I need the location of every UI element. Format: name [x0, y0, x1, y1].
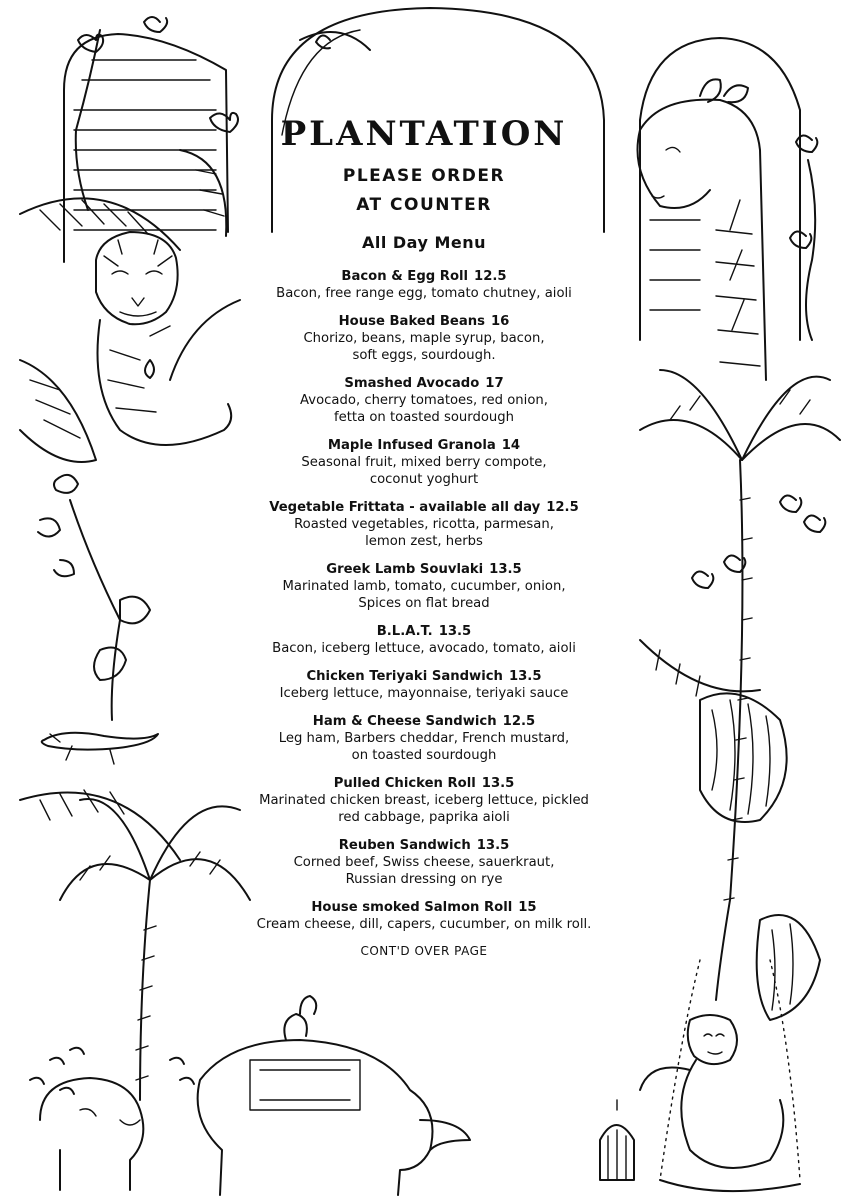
menu-item-price: 13.5 [438, 624, 472, 639]
menu-item-description: Roasted vegetables, ricotta, parmesan, lemon zest, herbs [294, 517, 554, 549]
menu-item [218, 775, 630, 826]
menu-item-name: Smashed Avocado [344, 376, 480, 391]
menu-item [218, 837, 630, 888]
menu-item-title [218, 437, 630, 454]
menu-item-title [218, 268, 630, 285]
menu-item-description: Marinated lamb, tomato, cucumber, onion, Spices on flat bread [282, 579, 566, 611]
menu-item [218, 375, 630, 426]
lizard [42, 733, 158, 764]
menu-item-title [218, 837, 630, 854]
banana-leaves-left [20, 150, 240, 462]
menu-item-title [218, 499, 630, 516]
flowers-left [38, 475, 150, 720]
heart-vine-right [692, 135, 825, 588]
menu-item-description: Corned beef, Swiss cheese, sauerkraut, Russian dressing on rye [293, 855, 555, 887]
menu-content [218, 110, 630, 958]
banana-bunch [700, 693, 820, 1020]
menu-item-name: B.L.A.T. [376, 624, 433, 639]
menu-item [218, 899, 630, 933]
menu-item-name: Ham & Cheese Sandwich [312, 714, 497, 729]
menu-item-name: House smoked Salmon Roll [311, 900, 513, 915]
menu-subtitle: All Day Menu [361, 233, 487, 252]
menu-item-name: House Baked Beans [338, 314, 485, 329]
menu-item-description: Cream cheese, dill, capers, cucumber, on milk roll. [256, 917, 592, 932]
menu-item-name: Vegetable Frittata - available all day [269, 500, 541, 515]
menu-item-title [218, 899, 630, 916]
menu-item-price: 16 [490, 314, 510, 329]
palm-tree-left [20, 790, 250, 1100]
menu-item-name: Bacon & Egg Roll [341, 269, 469, 284]
menu-item [218, 268, 630, 302]
menu-item-price: 13.5 [508, 669, 542, 684]
menu-item-title [218, 375, 630, 392]
menu-item [218, 561, 630, 612]
menu-item-name: Chicken Teriyaki Sandwich [306, 669, 503, 684]
menu-item-description: Marinated chicken breast, iceberg lettuce, pickled red cabbage, paprika aioli [259, 793, 589, 825]
menu-item-title [218, 623, 630, 640]
order-at-counter-notice: PLEASE ORDER AT COUNTER [342, 166, 506, 215]
menu-item-description: Chorizo, beans, maple syrup, bacon, soft eggs, sourdough. [303, 331, 545, 363]
palm-tree-right [640, 370, 840, 1000]
menu-item-description: Bacon, free range egg, tomato chutney, aioli [276, 286, 572, 301]
continued-over-page-note: CONT'D OVER PAGE [360, 944, 488, 958]
elephant-with-rider [198, 996, 470, 1195]
menu-item [218, 668, 630, 702]
menu-item-price: 13.5 [489, 562, 522, 577]
menu-item-price: 17 [485, 376, 504, 391]
menu-item-title [218, 313, 630, 330]
birdcage [600, 1100, 634, 1180]
menu-item [218, 713, 630, 764]
swing-chain [660, 960, 800, 1180]
menu-item-title [218, 561, 630, 578]
monkey [640, 1015, 800, 1191]
baby-elephant [40, 1078, 143, 1190]
menu-item-price: 12.5 [502, 714, 536, 729]
menu-item-name: Pulled Chicken Roll [333, 776, 476, 791]
menu-item-name: Reuben Sandwich [338, 838, 471, 853]
menu-item-list [218, 268, 630, 933]
menu-item-description: Bacon, iceberg lettuce, avocado, tomato, aioli [272, 641, 576, 656]
menu-item-description: Leg ham, Barbers cheddar, French mustard, on toasted sourdough [278, 731, 570, 763]
menu-item [218, 437, 630, 488]
menu-item-description: Seasonal fruit, mixed berry compote, coconut yoghurt [301, 455, 547, 487]
menu-item-price: 13.5 [481, 776, 515, 791]
giraffe [638, 79, 767, 380]
menu-item-price: 13.5 [476, 838, 510, 853]
menu-item-price: 12.5 [474, 269, 507, 284]
menu-item-title [218, 775, 630, 792]
menu-item-name: Greek Lamb Souvlaki [326, 562, 484, 577]
menu-item-description: Avocado, cherry tomatoes, red onion, fetta on toasted sourdough [300, 393, 548, 425]
menu-item [218, 313, 630, 364]
menu-item-price: 15 [518, 900, 537, 915]
menu-item-price: 14 [501, 438, 521, 453]
tiger [96, 232, 231, 445]
shutter-arch-left [64, 34, 228, 262]
menu-item-description: Iceberg lettuce, mayonnaise, teriyaki sauce [279, 686, 569, 701]
menu-item-title [218, 713, 630, 730]
menu-item [218, 623, 630, 657]
menu-item-price: 12.5 [546, 500, 579, 515]
menu-item [218, 499, 630, 550]
restaurant-name: PLANTATION [280, 114, 568, 154]
menu-item-title [218, 668, 630, 685]
menu-item-name: Maple Infused Granola [327, 438, 496, 453]
